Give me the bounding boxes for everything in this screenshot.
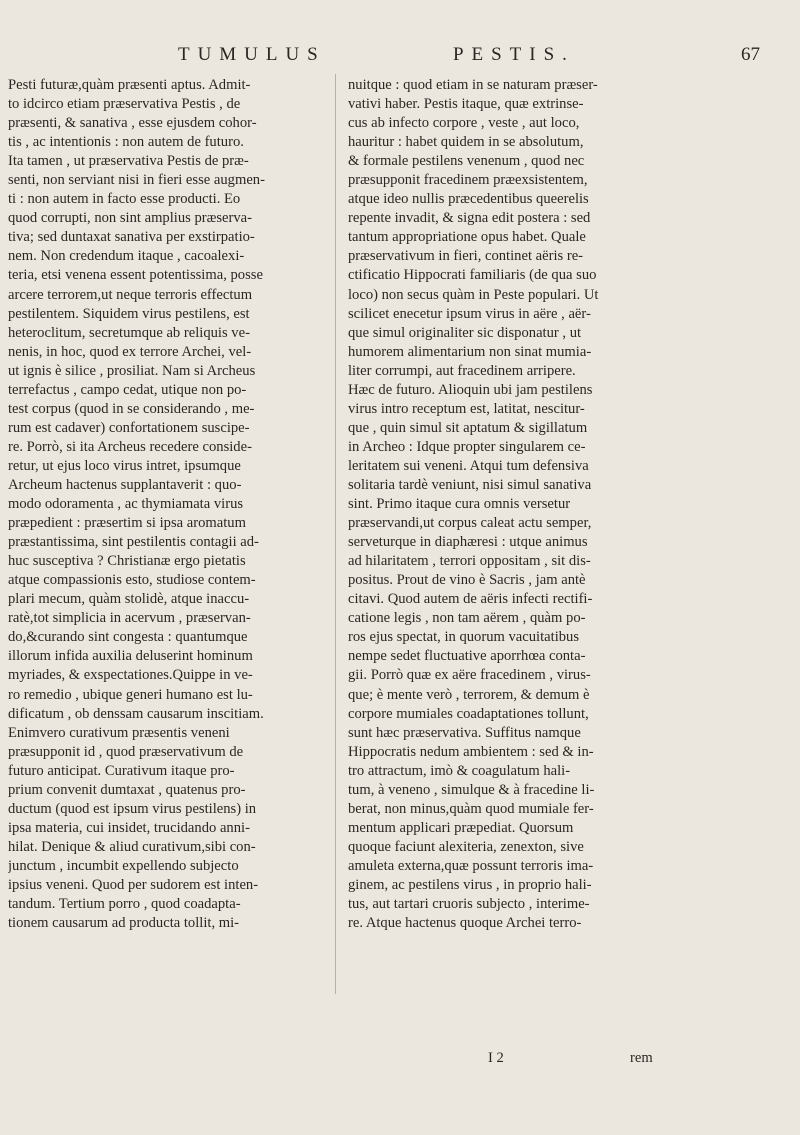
text-line: tus, aut tartari cruoris subjecto , interime- (348, 896, 590, 913)
text-line: Enimvero curativum præsentis veneni (8, 724, 230, 741)
text-line: prium convenit dumtaxat , quatenus pro- (8, 781, 246, 798)
text-line: myriades, & exspectationes.Quippe in ve- (8, 667, 253, 684)
text-line: amuleta externa,quæ possunt terroris ima- (348, 857, 594, 874)
text-line: atque ideo nullis præcedentibus queerelis (348, 191, 589, 208)
text-line: præsupponit id , quod præservativum de (8, 743, 244, 760)
text-line: illorum infida auxilia deluserint hominum (8, 648, 253, 665)
text-line: teria, etsi venena essent potentissima, posse (8, 267, 263, 284)
text-line: Archeum hactenus supplantaverit : quo- (8, 476, 242, 493)
text-line: scilicet enecetur ipsum virus in aëre , aër- (348, 305, 591, 322)
text-line: præsenti, & sanativa , esse ejusdem cohor- (8, 115, 257, 132)
text-line: in Archeo : Idque propter singularem ce- (348, 438, 586, 455)
column-divider (335, 74, 336, 994)
text-line: catione legis , non tam aërem , quàm po- (348, 610, 586, 627)
text-line: præstantissima, sint pestilentis contagii ad- (8, 534, 259, 551)
text-line: corpore mumiales coadaptationes tollunt, (348, 705, 589, 722)
text-line: to idcirco etiam præservativa Pestis , de (8, 96, 241, 113)
text-line: retur, ut ejus loco virus intret, ipsumque (8, 457, 241, 474)
text-line: heteroclitum, secretumque ab reliquis ve- (8, 324, 250, 341)
text-line: ti : non autem in facto esse producti. Eo (8, 191, 241, 208)
text-line: Ita tamen , ut præservativa Pestis de præ- (8, 153, 249, 170)
text-line: Hippocratis nedum ambientem : sed & in- (348, 743, 594, 760)
signature-mark: I 2 (488, 1050, 504, 1066)
text-line: tro attractum, imò & coagulatum hali- (348, 762, 571, 779)
text-line: que , quin simul sit aptatum & sigillatum (348, 419, 588, 436)
text-line: mentum applicari præpediat. Quorsum (348, 819, 574, 836)
text-line: ad hilaritatem , terrori oppositam , sit dis- (348, 553, 591, 570)
text-line: præsupponit fracedinem præexsistentem, (348, 172, 588, 189)
text-line: rum est cadaver) confortationem suscipe- (8, 419, 250, 436)
text-line: præservativum in fieri, continet aëris re- (348, 248, 584, 265)
text-line: dificatum , ob denssam causarum inscitiam. (8, 705, 264, 722)
text-line: tionem causarum ad producta tollit, mi- (8, 915, 240, 932)
header-title-left: TUMULUS (178, 44, 326, 65)
text-line: hilat. Denique & aliud curativum,sibi con- (8, 838, 256, 855)
text-line: ctificatio Hippocrati familiaris (de qua suo (348, 267, 597, 284)
text-line: quoque faciunt alexiteria, zenexton, sive (348, 838, 584, 855)
text-line: tum, à veneno , simulque & à fracedine li- (348, 781, 595, 798)
header-title-right: PESTIS. (453, 44, 575, 65)
text-line: atque compassionis esto, studiose contem- (8, 572, 256, 589)
text-line: ros ejus spectat, in quorum vacuitatibus (348, 629, 580, 646)
text-line: junctum , incumbit expellendo subjecto (8, 857, 239, 874)
text-line: tis , ac intentionis : non autem de futuro. (8, 134, 244, 151)
text-line: præservandi,ut corpus caleat actu semper, (348, 515, 592, 532)
text-line: que; è mente verò , terrorem, & demum è (348, 686, 590, 703)
text-line: ratè,tot simplicia in acervum , præservan- (8, 610, 251, 627)
text-line: cus ab infecto corpore , veste , aut loco, (348, 115, 580, 132)
text-line: ut ignis è silice , prosiliat. Nam si Archeus (8, 362, 256, 379)
text-line: tantum appropriatione opus habet. Quale (348, 229, 586, 246)
text-line: citavi. Quod autem de aëris infecti rectifi- (348, 591, 593, 608)
text-line: leritatem sui veneni. Atqui tum defensiva (348, 457, 589, 474)
text-line: solitaria tardè veniunt, nisi simul sanativa (348, 476, 592, 493)
text-line: sint. Primo itaque cura omnis versetur (348, 496, 571, 513)
text-line: modo odoramenta , ac thymiamata virus (8, 496, 244, 513)
text-line: nempe sedet fluctuative aporrhœa conta- (348, 648, 586, 665)
text-line: præpedient : præsertim si ipsa aromatum (8, 515, 246, 532)
text-line: tandum. Tertium porro , quod coadapta- (8, 896, 241, 913)
text-line: test corpus (quod in se considerando , me- (8, 400, 255, 417)
text-line: que simul originaliter sic disponatur , ut (348, 324, 582, 341)
text-line: repente invadit, & signa edit postera : sed (348, 210, 591, 227)
text-line: re. Porrò, si ita Archeus recedere conside- (8, 438, 252, 455)
catchword: rem (630, 1050, 653, 1066)
text-line: ipsa materia, cui insidet, trucidando anni- (8, 819, 250, 836)
text-line: nuitque : quod etiam in se naturam præser- (348, 77, 598, 93)
text-line: ginem, ac pestilens virus , in proprio hali- (348, 876, 592, 893)
left-column (8, 76, 330, 933)
text-line: serveturque in diaphæresi : utque animus (348, 534, 588, 551)
text-line: ro remedio , ubique generi humano est lu- (8, 686, 253, 703)
text-line: futuro anticipat. Curativum itaque pro- (8, 762, 235, 779)
text-line: ductum (quod est ipsum virus pestilens) in (8, 800, 257, 817)
text-line: sunt hæc præservativa. Suffitus namque (348, 724, 581, 741)
text-line: plari mecum, quàm stolidè, atque inaccu- (8, 591, 250, 608)
text-line: & formale pestilens venenum , quod nec (348, 153, 585, 170)
text-line: nenis, in hoc, quod ex terrore Archei, vel- (8, 343, 252, 360)
text-line: ipsius veneni. Quod per sudorem est inten- (8, 876, 259, 893)
text-line: liter corrumpi, aut fracedinem arripere. (348, 362, 576, 379)
text-line: re. Atque hactenus quoque Archei terro- (348, 915, 582, 932)
text-line: loco) non secus quàm in Peste populari. Ut (348, 286, 599, 303)
text-line: humorem alimentarium non sinat mumia- (348, 343, 592, 360)
text-line: pestilentem. Siquidem virus pestilens, est (8, 305, 250, 322)
text-line: gii. Porrò quæ ex aëre fracedinem , virus- (348, 667, 591, 684)
text-line: tiva; sed duntaxat sanativa per exstirpatio- (8, 229, 255, 246)
text-line: Pesti futuræ,quàm præsenti aptus. Admit- (8, 77, 251, 93)
text-line: berat, non minus,quàm quod mumiale fer- (348, 800, 594, 817)
page-number: 67 (741, 44, 760, 65)
text-line: terrefactus , campo cedat, utique non po- (8, 381, 247, 398)
text-line: arcere terrorem,ut neque terroris effectum (8, 286, 253, 303)
text-line: huc susceptiva ? Christianæ ergo pietatis (8, 553, 246, 570)
running-header (150, 44, 760, 70)
text-line: positus. Prout de vino è Sacris , jam antè (348, 572, 586, 589)
text-line: Hæc de futuro. Alioquin ubi jam pestilens (348, 381, 593, 398)
text-line: senti, non serviant nisi in fieri esse augmen- (8, 172, 265, 189)
text-line: virus intro receptum est, latitat, nescitur- (348, 400, 585, 417)
text-line: do,&curando sint congesta : quantumque (8, 629, 248, 646)
text-line: vativi haber. Pestis itaque, quæ extrinse- (348, 96, 584, 113)
text-line: quod corrupti, non sint amplius præserva- (8, 210, 253, 227)
right-column (348, 76, 684, 933)
text-line: hauritur : habet quidem in se absolutum, (348, 134, 584, 151)
text-line: nem. Non credendum itaque , cacoalexi- (8, 248, 245, 265)
